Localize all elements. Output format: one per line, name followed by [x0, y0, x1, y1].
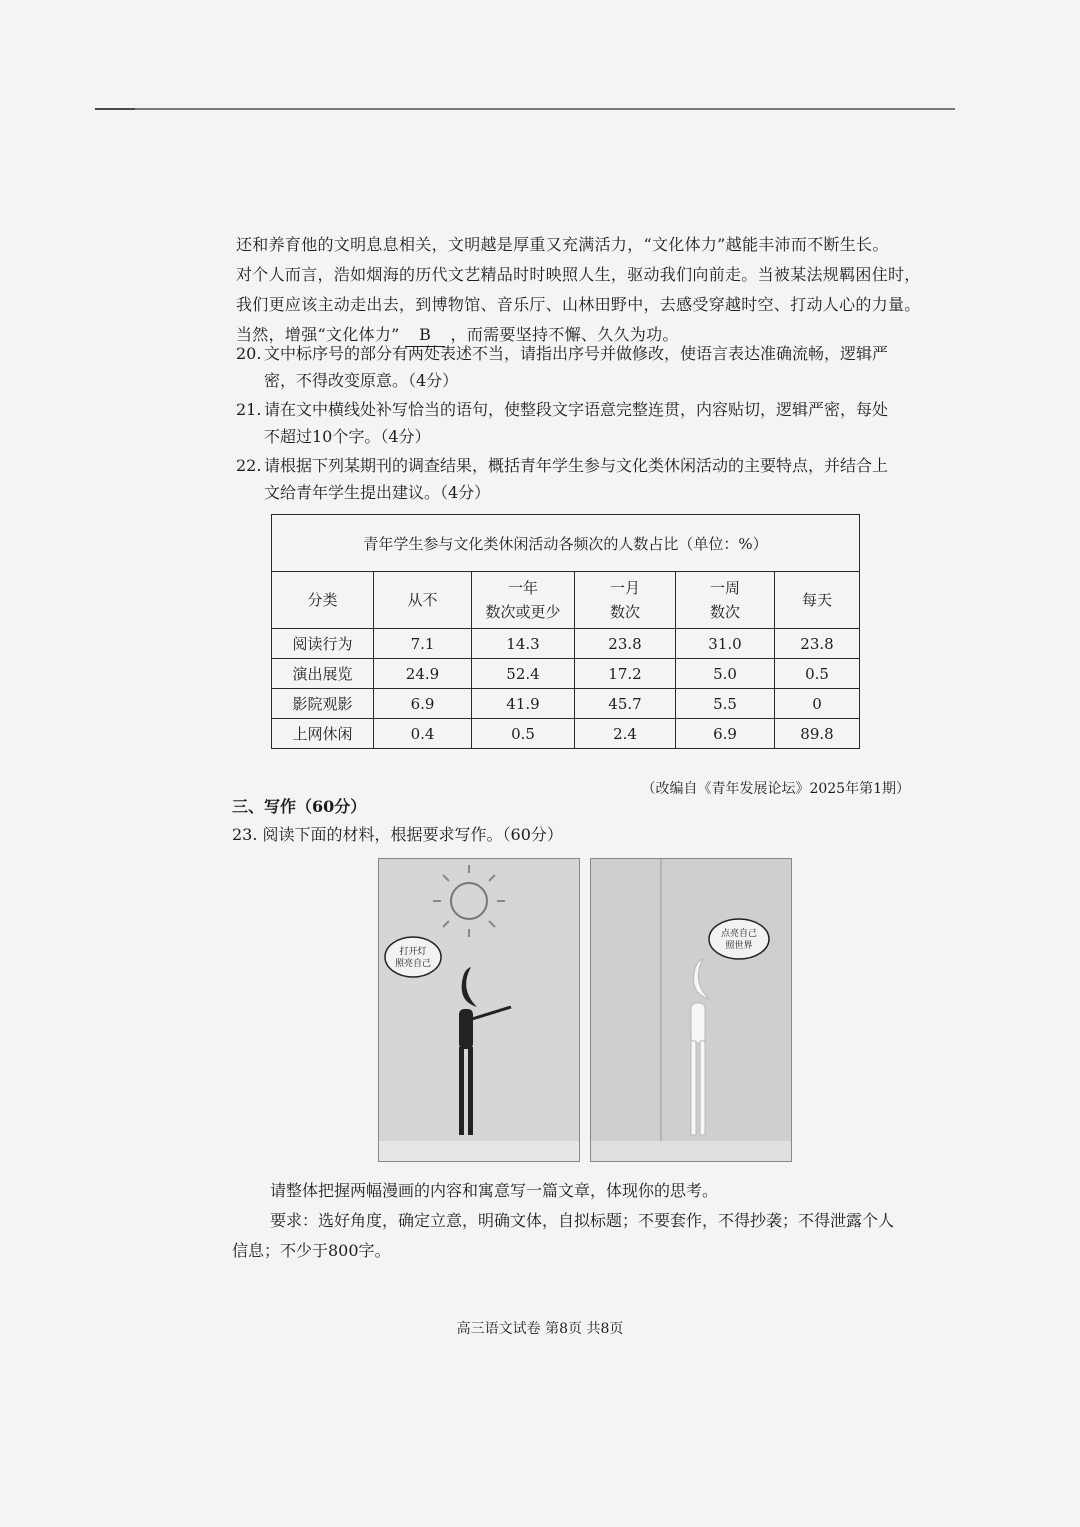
bubble-text: 点亮自己	[720, 929, 758, 939]
question-20	[236, 340, 916, 394]
survey-table-wrap	[271, 514, 860, 749]
bubble-text: 打开灯	[399, 947, 427, 957]
header-never	[374, 572, 472, 629]
table-cell: 45.7	[575, 689, 676, 719]
question-22	[236, 452, 916, 506]
table-row	[272, 659, 860, 689]
question-text: 密，不得改变原意。（4分）	[264, 371, 459, 390]
table-row	[272, 689, 860, 719]
table-cell: 14.3	[472, 629, 575, 659]
header-text: 数次	[609, 603, 640, 621]
header-text: 一月	[609, 579, 640, 597]
passage-line: 我们更应该主动走出去，到博物馆、音乐厅、山林田野中，去感受穿越时空、打动人心的力量。	[236, 295, 921, 314]
cartoon-panel-right	[590, 858, 792, 1162]
header-text: 一周	[709, 579, 740, 597]
page-footer: 高三语文试卷 第8页 共8页	[456, 1321, 624, 1337]
table-source: （改编自《青年发展论坛》2025年第1期）	[641, 781, 910, 797]
header-text: 每天	[801, 591, 832, 609]
bubble-text: 照亮自己	[394, 959, 432, 969]
table-cell: 演出展览	[272, 659, 374, 689]
question-23: 23. 阅读下面的材料，根据要求写作。（60分）	[232, 825, 563, 844]
header-text: 数次	[709, 603, 740, 621]
question-number: 20.	[236, 344, 262, 363]
blank-b: B	[405, 324, 445, 347]
question-text: 请根据下列某期刊的调查结果，概括青年学生参与文化类休闲活动的主要特点，并结合上	[264, 456, 889, 475]
table-cell: 0.5	[775, 659, 860, 689]
speech-bubble-left	[385, 937, 441, 977]
table-cell: 5.0	[676, 659, 775, 689]
table-cell: 23.8	[575, 629, 676, 659]
table-cell: 6.9	[374, 689, 472, 719]
requirements-line: 信息；不少于800字。	[232, 1241, 391, 1260]
table-cell: 17.2	[575, 659, 676, 689]
passage-line: 还和养育他的文明息息相关，文明越是厚重又充满活力，“文化体力”越能丰沛而不断生长。	[236, 235, 889, 254]
header-rule-accent	[95, 108, 135, 110]
table-cell: 6.9	[676, 719, 775, 749]
header-monthly	[575, 572, 676, 629]
passage-last-line-end: ，而需要坚持不懈、久久为功。	[450, 325, 679, 344]
requirements-line: 要求：选好角度，确定立意，明确文体，自拟标题；不要套作，不得抄袭；不得泄露个人	[270, 1211, 895, 1230]
table-cell: 0	[775, 689, 860, 719]
passage-paragraph	[236, 230, 921, 350]
table-title: 青年学生参与文化类休闲活动各频次的人数占比（单位：%）	[272, 515, 860, 572]
passage-line: 对个人而言，浩如烟海的历代文艺精品时时映照人生，驱动我们向前走。当被某法规羁困住时，	[236, 265, 921, 284]
table-cell: 阅读行为	[272, 629, 374, 659]
header-text: 从不	[407, 591, 438, 609]
header-rule	[95, 108, 955, 110]
table-cell: 0.5	[472, 719, 575, 749]
passage-last-line-start: 当然，增强“文化体力”	[236, 325, 400, 344]
table-cell: 2.4	[575, 719, 676, 749]
header-weekly	[676, 572, 775, 629]
table-row	[272, 719, 860, 749]
table-cell: 5.5	[676, 689, 775, 719]
table-cell: 7.1	[374, 629, 472, 659]
question-21	[236, 396, 916, 450]
cartoon-right-drawing	[591, 859, 791, 1161]
table-cell: 24.9	[374, 659, 472, 689]
table-row	[272, 629, 860, 659]
table-cell: 23.8	[775, 629, 860, 659]
cartoon-left-drawing	[379, 859, 579, 1161]
header-text: 一年	[507, 579, 538, 597]
table-cell: 31.0	[676, 629, 775, 659]
table-cell: 上网休闲	[272, 719, 374, 749]
cartoon-panel-left	[378, 858, 580, 1162]
question-text: 不超过10个字。（4分）	[264, 427, 431, 446]
question-text: 文中标序号的部分有两处表述不当，请指出序号并做修改，使语言表达准确流畅，逻辑严	[264, 344, 889, 363]
header-daily	[775, 572, 860, 629]
header-yearly	[472, 572, 575, 629]
question-number: 21.	[236, 400, 262, 419]
speech-bubble-right	[709, 919, 769, 959]
question-number: 22.	[236, 456, 262, 475]
writing-instruction: 请整体把握两幅漫画的内容和寓意写一篇文章，体现你的思考。	[270, 1181, 719, 1200]
header-text: 分类	[307, 591, 338, 609]
section-title: 三、写作（60分）	[232, 797, 367, 816]
table-cell: 89.8	[775, 719, 860, 749]
table-cell: 52.4	[472, 659, 575, 689]
question-text: 请在文中横线处补写恰当的语句，使整段文字语意完整连贯，内容贴切，逻辑严密，每处	[264, 400, 889, 419]
header-text: 数次或更少	[485, 603, 561, 621]
question-text: 文给青年学生提出建议。（4分）	[264, 483, 491, 502]
bubble-text: 照世界	[725, 941, 753, 951]
table-cell: 41.9	[472, 689, 575, 719]
writing-requirements	[232, 1206, 922, 1266]
survey-table	[271, 514, 860, 749]
table-cell: 影院观影	[272, 689, 374, 719]
header-category	[272, 572, 374, 629]
table-cell: 0.4	[374, 719, 472, 749]
